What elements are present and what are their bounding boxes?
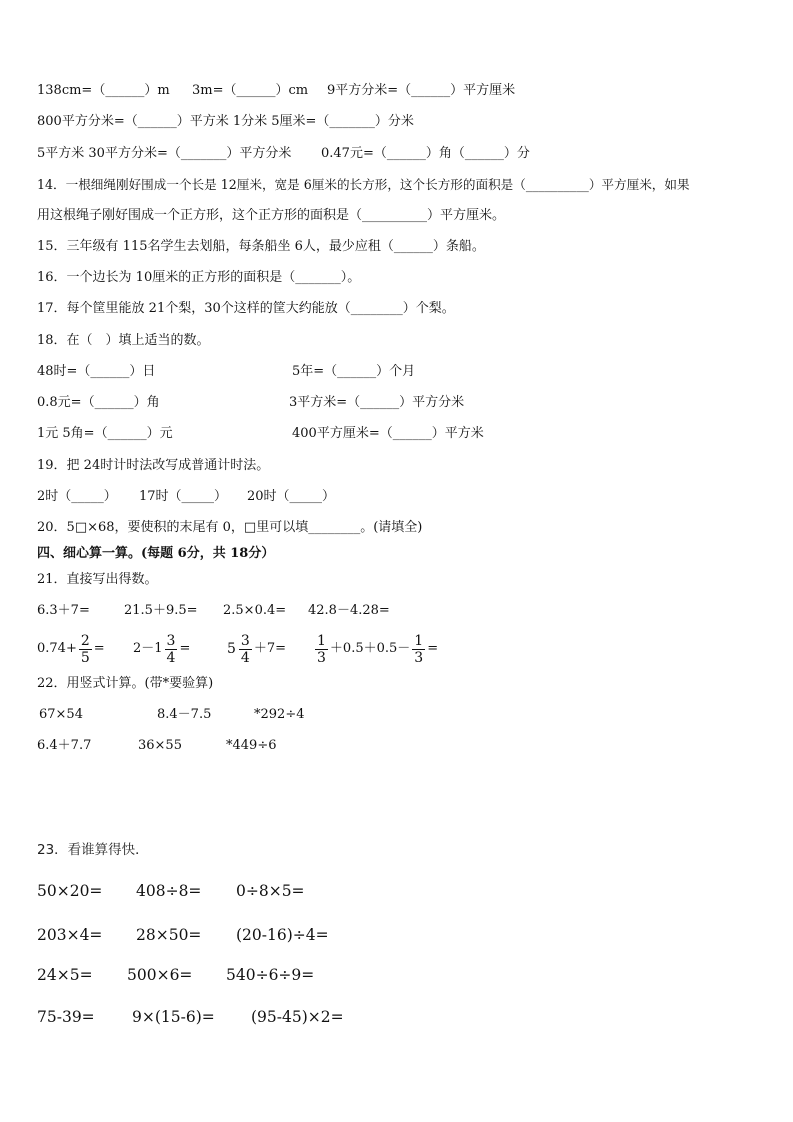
fraction-expression: 2－1 $\frac{3}{4}$ = <box>133 632 191 666</box>
conversion-item: 1元 5角=（______）元 <box>37 426 173 441</box>
expression: 6.3＋7= <box>37 603 90 618</box>
time-item: 20时（_____） <box>247 489 336 504</box>
fraction: $\frac{1}{3}$ <box>414 632 424 666</box>
fraction-expression: 5 $\frac{3}{4}$ ＋7= <box>227 632 287 666</box>
expression: 203×4= <box>37 926 103 944</box>
unit-row-2 <box>37 113 414 131</box>
conversion-item: 400平方厘米=（______）平方米 <box>292 426 484 441</box>
expression: 9×(15-6)= <box>132 1008 215 1026</box>
question-20: 20．5□×68，要使积的末尾有 0，□里可以填________。(请填全) <box>37 520 423 535</box>
expression: 6.4＋7.7 <box>37 738 92 753</box>
question-17: 17．每个筐里能放 21个梨，30个这样的筐大约能放（________）个梨。 <box>37 301 455 316</box>
expression: 24×5= <box>37 966 93 984</box>
question-21-title: 21．直接写出得数。 <box>37 572 158 587</box>
expression: 8.4－7.5 <box>157 707 212 722</box>
expression: *449÷6 <box>226 738 277 753</box>
expression: 21.5＋9.5= <box>124 603 198 618</box>
expression: (20-16)÷4= <box>236 926 329 944</box>
question-19-title: 19．把 24时计时法改写成普通计时法。 <box>37 458 270 473</box>
conversion-item: 3m=（______）cm <box>192 83 309 98</box>
conversion-item: 5平方米 30平方分米=（_______）平方分米 <box>37 146 292 161</box>
mixed-number: 5 $\frac{3}{4}$ <box>227 632 250 666</box>
question-22-title: 22．用竖式计算。(带*要验算) <box>37 676 214 691</box>
expression: 0÷8×5= <box>236 882 305 900</box>
expression: 36×55 <box>138 738 182 753</box>
conversion-item: 9平方分米=（______）平方厘米 <box>327 83 516 98</box>
conversion-item: 0.47元=（______）角（______）分 <box>321 146 530 161</box>
conversion-item: 0.8元=（______）角 <box>37 395 160 410</box>
time-item: 2时（_____） <box>37 489 117 504</box>
expression: 75-39= <box>37 1008 95 1026</box>
fraction-expression: 0.74+ $\frac{2}{5}$ = <box>37 632 105 666</box>
expression: *292÷4 <box>254 707 305 722</box>
conversion-item: 5年=（______）个月 <box>292 364 416 379</box>
fraction-expression: $\frac{1}{3}$ ＋0.5＋0.5－ $\frac{1}{3}$ = <box>317 632 439 666</box>
expression: 2.5×0.4= <box>223 603 287 618</box>
question-23-title: 23．看谁算得快． <box>37 842 149 858</box>
expression: 67×54 <box>39 707 83 722</box>
section-heading: 四、细心算一算。(每题 6分，共 18分） <box>37 546 275 561</box>
question-14-line-2: 用这根绳子刚好围成一个正方形，这个正方形的面积是（__________）平方厘米。 <box>37 208 506 223</box>
expression: 408÷8= <box>136 882 202 900</box>
conversion-item: 138cm=（______）m <box>37 83 170 98</box>
conversion-item: 800平方分米=（______）平方米 1分米 5厘米=（_______）分米 <box>37 114 414 129</box>
question-14-line-1: 14．一根细绳刚好围成一个长是 12厘米，宽是 6厘米的长方形，这个长方形的面积是（__________）平方厘米，如果 <box>37 177 690 192</box>
question-15: 15．三年级有 115名学生去划船，每条船坐 6人，最少应租（______）条船。 <box>37 239 485 254</box>
fraction: $\frac{3}{4}$ <box>166 632 176 666</box>
expression: 540÷6÷9= <box>226 966 315 984</box>
conversion-item: 48时=（______）日 <box>37 364 156 379</box>
expression: 28×50= <box>136 926 202 944</box>
fraction: $\frac{1}{3}$ <box>317 632 326 666</box>
conversion-item: 3平方米=（______）平方分米 <box>289 395 465 410</box>
time-item: 17时（_____） <box>139 489 228 504</box>
question-16: 16．一个边长为 10厘米的正方形的面积是（_______）。 <box>37 270 361 285</box>
question-18-title: 18．在（ ）填上适当的数。 <box>37 333 210 348</box>
fraction: $\frac{2}{5}$ <box>80 632 90 666</box>
expression: 500×6= <box>127 966 193 984</box>
expression: 42.8－4.28= <box>308 603 390 618</box>
question-21-row-2 <box>37 627 537 671</box>
expression: (95-45)×2= <box>251 1008 344 1026</box>
expression: 50×20= <box>37 882 103 900</box>
